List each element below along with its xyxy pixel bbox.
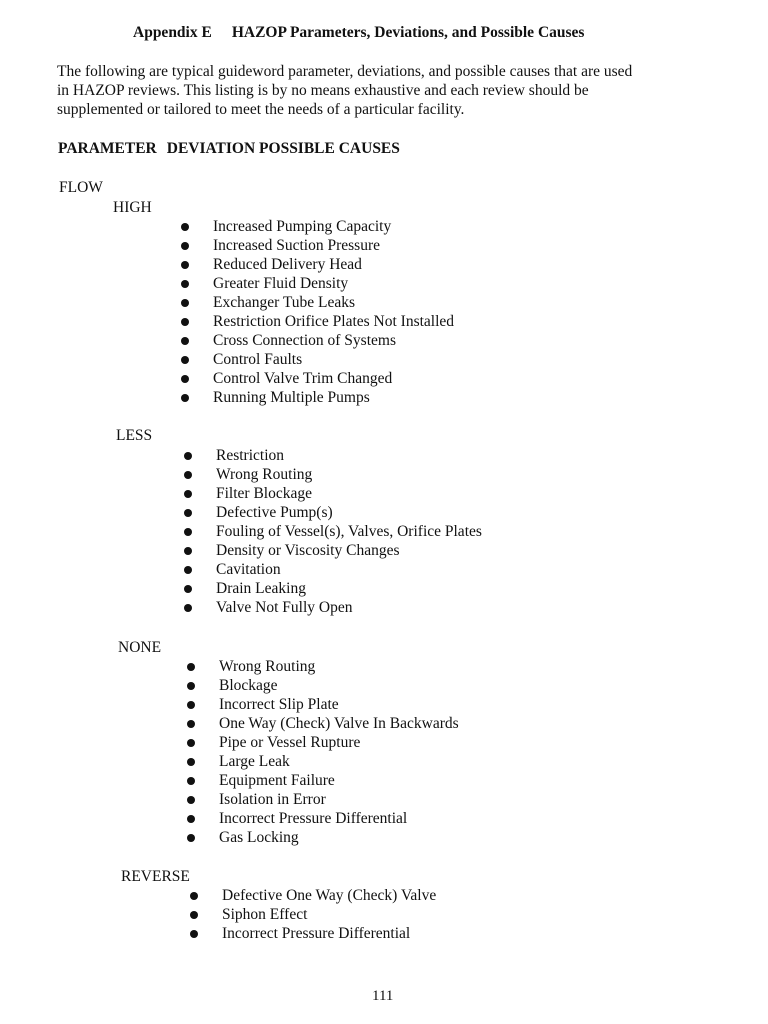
list-item: Running Multiple Pumps (181, 388, 454, 407)
bullet-icon (190, 930, 198, 938)
bullet-icon (187, 815, 195, 823)
bullet-icon (181, 318, 189, 326)
column-headers (58, 140, 400, 158)
list-item: Valve Not Fully Open (184, 598, 482, 617)
bullet-icon (187, 739, 195, 747)
bullet-icon (187, 701, 195, 709)
bullet-icon (181, 242, 189, 250)
bullet-icon (181, 280, 189, 288)
bullet-icon (187, 777, 195, 785)
deviation-label-less: LESS (116, 427, 153, 444)
list-item: Restriction Orifice Plates Not Installed (181, 312, 454, 331)
list-item: Greater Fluid Density (181, 274, 454, 293)
list-item: Cavitation (184, 560, 482, 579)
cause-list-high (181, 217, 454, 407)
column-header-parameter: PARAMETER (58, 140, 157, 157)
bullet-icon (184, 528, 192, 536)
cause-list-reverse (190, 886, 436, 943)
appendix-label: Appendix E (133, 24, 212, 41)
bullet-icon (184, 490, 192, 498)
bullet-icon (187, 834, 195, 842)
list-item: Exchanger Tube Leaks (181, 293, 454, 312)
intro-line: in HAZOP reviews. This listing is by no means exhaustive and each review should be (57, 82, 589, 99)
list-item: Restriction (184, 446, 482, 465)
list-item: Incorrect Slip Plate (187, 695, 459, 714)
bullet-icon (184, 509, 192, 517)
cause-list-less (184, 446, 482, 617)
list-item: Wrong Routing (184, 465, 482, 484)
appendix-title: HAZOP Parameters, Deviations, and Possible Causes (231, 24, 585, 41)
bullet-icon (187, 682, 195, 690)
list-item: Isolation in Error (187, 790, 459, 809)
parameter-label: FLOW (59, 179, 103, 196)
bullet-icon (181, 299, 189, 307)
list-item: Wrong Routing (187, 657, 459, 676)
list-item: Filter Blockage (184, 484, 482, 503)
bullet-icon (184, 566, 192, 574)
bullet-icon (187, 758, 195, 766)
column-header-deviation: DEVIATION (166, 140, 256, 157)
column-header-causes: POSSIBLE CAUSES (259, 140, 400, 157)
bullet-icon (190, 892, 198, 900)
list-item: Siphon Effect (190, 905, 436, 924)
list-item: Pipe or Vessel Rupture (187, 733, 459, 752)
list-item: Cross Connection of Systems (181, 331, 454, 350)
list-item: Control Valve Trim Changed (181, 369, 454, 388)
intro-line: The following are typical guideword parameter, deviations, and possible causes that are used (57, 63, 633, 80)
bullet-icon (181, 223, 189, 231)
list-item: Fouling of Vessel(s), Valves, Orifice Plates (184, 522, 482, 541)
deviation-label-none: NONE (118, 639, 162, 656)
bullet-icon (181, 375, 189, 383)
bullet-icon (187, 720, 195, 728)
bullet-icon (187, 796, 195, 804)
deviation-label-reverse: REVERSE (121, 868, 190, 885)
list-item: Defective One Way (Check) Valve (190, 886, 436, 905)
bullet-icon (181, 356, 189, 364)
bullet-icon (184, 585, 192, 593)
list-item: Increased Suction Pressure (181, 236, 454, 255)
list-item: One Way (Check) Valve In Backwards (187, 714, 459, 733)
list-item: Incorrect Pressure Differential (190, 924, 436, 943)
bullet-icon (181, 261, 189, 269)
list-item: Large Leak (187, 752, 459, 771)
bullet-icon (184, 471, 192, 479)
bullet-icon (181, 337, 189, 345)
bullet-icon (181, 394, 189, 402)
intro-line: supplemented or tailored to meet the needs of a particular facility. (57, 101, 465, 118)
page-title (133, 24, 584, 42)
list-item: Blockage (187, 676, 459, 695)
list-item: Gas Locking (187, 828, 459, 847)
list-item: Drain Leaking (184, 579, 482, 598)
list-item: Equipment Failure (187, 771, 459, 790)
list-item: Incorrect Pressure Differential (187, 809, 459, 828)
list-item: Control Faults (181, 350, 454, 369)
page-number: 111 (372, 988, 394, 1004)
list-item: Increased Pumping Capacity (181, 217, 454, 236)
bullet-icon (184, 604, 192, 612)
list-item: Defective Pump(s) (184, 503, 482, 522)
bullet-icon (190, 911, 198, 919)
bullet-icon (184, 547, 192, 555)
intro-paragraph (57, 62, 737, 119)
bullet-icon (184, 452, 192, 460)
list-item: Density or Viscosity Changes (184, 541, 482, 560)
bullet-icon (187, 663, 195, 671)
deviation-label-high: HIGH (113, 199, 152, 216)
list-item: Reduced Delivery Head (181, 255, 454, 274)
cause-list-none (187, 657, 459, 847)
